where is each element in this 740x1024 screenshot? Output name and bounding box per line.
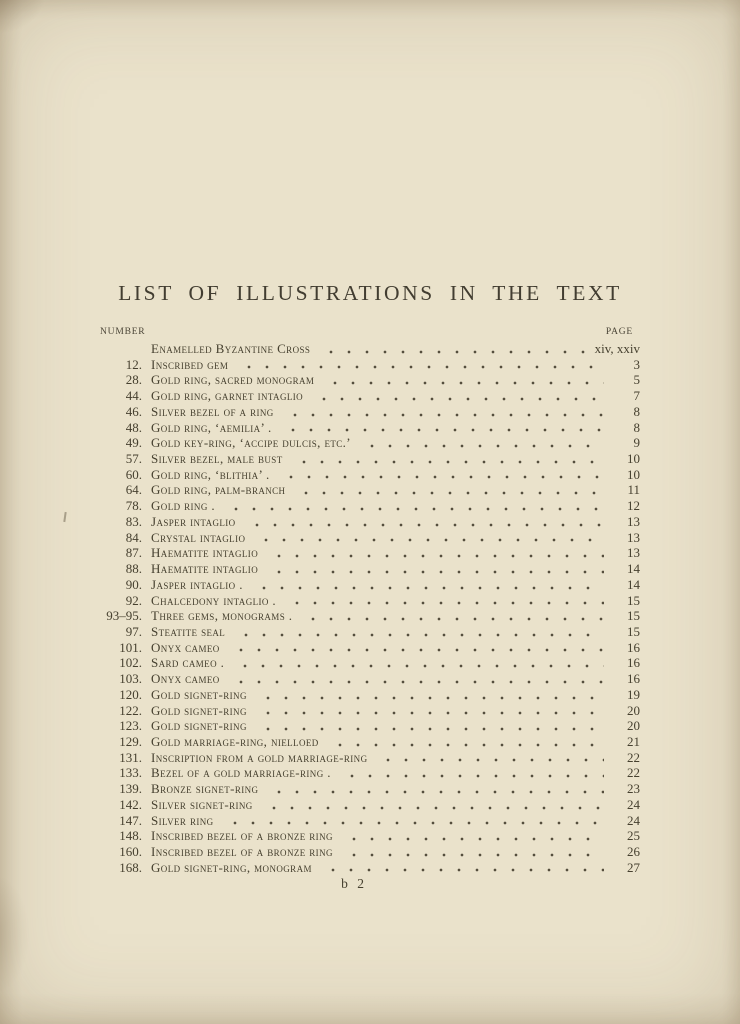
entry-page: 15 xyxy=(627,623,640,639)
entry-title: Inscribed bezel of a bronze ring xyxy=(151,844,333,859)
entry-number: 90. xyxy=(125,576,142,592)
column-header-page: PAGE xyxy=(605,327,633,337)
leader-dots xyxy=(326,378,604,388)
leader-dots xyxy=(363,441,604,451)
entry-page: 7 xyxy=(633,388,640,404)
entry-title: Gold signet-ring xyxy=(151,702,247,718)
leader-dots xyxy=(379,755,604,765)
list-item xyxy=(100,640,640,656)
entry-number: 147. xyxy=(119,812,142,828)
entry-title: Steatite seal xyxy=(151,623,226,639)
entry-number: 84. xyxy=(125,529,142,545)
entry-title: Gold ring . xyxy=(151,498,216,514)
entry-title: Gold signet-ring xyxy=(151,718,247,734)
leader-dots xyxy=(248,520,604,530)
entry-title: Silver signet-ring xyxy=(151,796,253,812)
entry-title: Gold ring, ‘aemilia’ . xyxy=(151,419,272,435)
entry-number: 120. xyxy=(119,686,142,702)
entry-number: 64. xyxy=(125,482,142,498)
list-item xyxy=(100,420,640,436)
entry-page: 25 xyxy=(627,828,640,844)
entry-page: 10 xyxy=(627,451,640,467)
list-item xyxy=(100,813,640,829)
entry-page: 16 xyxy=(627,639,640,655)
entry-number: 87. xyxy=(125,545,142,561)
entry-title: Bronze signet-ring xyxy=(151,781,259,797)
list-item xyxy=(100,561,640,577)
list-item xyxy=(100,718,640,734)
list-item xyxy=(100,593,640,609)
list-item xyxy=(100,467,640,483)
entry-page: 12 xyxy=(627,498,640,514)
entry-page: 15 xyxy=(627,592,640,608)
entry-number: 123. xyxy=(119,718,142,734)
leader-dots xyxy=(345,850,604,860)
entry-title: Onyx cameo xyxy=(151,639,220,655)
entry-page: 8 xyxy=(633,419,640,435)
entry-number: 139. xyxy=(119,781,142,797)
list-item xyxy=(100,750,640,766)
column-header-number: NUMBER xyxy=(100,327,146,337)
entry-number: 97. xyxy=(125,623,142,639)
entry-page: 24 xyxy=(627,796,640,812)
list-item xyxy=(100,828,640,844)
entry-title: Crystal intaglio xyxy=(151,529,246,545)
entry-number: 28. xyxy=(125,372,142,388)
list-item xyxy=(100,404,640,420)
leader-dots xyxy=(259,724,604,734)
list-item xyxy=(100,844,640,860)
leader-dots xyxy=(265,803,604,813)
entry-title: Jasper intaglio . xyxy=(151,576,243,592)
entry-number: 129. xyxy=(119,733,142,749)
list-item xyxy=(100,703,640,719)
list-item xyxy=(100,435,640,451)
leader-dots xyxy=(295,457,604,467)
entry-page: 11 xyxy=(627,482,640,498)
entry-number: 12. xyxy=(125,356,142,372)
list-item xyxy=(100,671,640,687)
signature-mark: b 2 xyxy=(341,876,367,892)
leader-dots xyxy=(322,347,584,357)
leader-dots xyxy=(232,677,604,687)
page-title: LIST OF ILLUSTRATIONS IN THE TEXT xyxy=(118,281,622,305)
entry-number: 103. xyxy=(119,671,142,687)
entry-title: Silver bezel, male bust xyxy=(151,451,283,467)
leader-dots xyxy=(240,362,604,372)
entry-page: 15 xyxy=(627,608,640,624)
entry-title: Gold ring, sacred monogram xyxy=(151,372,315,388)
scan-artifact-top-left xyxy=(0,0,46,34)
entry-page: 16 xyxy=(627,655,640,671)
entry-page: 20 xyxy=(627,718,640,734)
leader-dots xyxy=(270,551,604,561)
entry-page: 22 xyxy=(627,749,640,765)
entry-number: 102. xyxy=(119,655,142,671)
entry-title: Enamelled Byzantine Cross xyxy=(151,341,311,356)
entry-page: xiv, xxiv xyxy=(594,341,640,356)
entry-number: 46. xyxy=(125,403,142,419)
entry-page: 24 xyxy=(627,812,640,828)
entry-page: 10 xyxy=(627,466,640,482)
list-item xyxy=(100,372,640,388)
entry-title: Gold marriage-ring, nielloed xyxy=(151,733,319,749)
entry-title: Gold ring, ‘blithia’ . xyxy=(151,466,270,482)
leader-dots xyxy=(270,567,604,577)
entry-title: Inscription from a gold marriage-ring xyxy=(151,749,368,765)
leader-dots xyxy=(236,661,604,671)
entry-title: Haematite intaglio xyxy=(151,545,259,561)
entry-title: Inscribed gem xyxy=(151,356,229,372)
list-item xyxy=(100,734,640,750)
list-item xyxy=(100,530,640,546)
list-item xyxy=(100,860,640,876)
list-item xyxy=(100,341,640,357)
entry-title: Haematite intaglio xyxy=(151,561,259,577)
leader-dots xyxy=(304,614,604,624)
entry-page: 13 xyxy=(627,513,640,529)
list-item xyxy=(100,577,640,593)
entry-number: 48. xyxy=(125,419,142,435)
entry-number: 83. xyxy=(125,513,142,529)
list-item xyxy=(100,451,640,467)
entry-page: 14 xyxy=(627,576,640,592)
leader-dots xyxy=(227,504,604,514)
entry-number: 168. xyxy=(119,859,142,875)
list-item xyxy=(100,687,640,703)
entry-page: 8 xyxy=(633,403,640,419)
margin-tick-mark xyxy=(63,512,66,522)
entry-page: 14 xyxy=(627,561,640,577)
leader-dots xyxy=(270,787,604,797)
entry-page: 19 xyxy=(627,686,640,702)
entry-number: 133. xyxy=(119,765,142,781)
entry-page: 16 xyxy=(627,671,640,687)
entry-page: 13 xyxy=(627,529,640,545)
entry-number: 131. xyxy=(119,749,142,765)
leader-dots xyxy=(255,583,604,593)
entry-title: Gold signet-ring, monogram xyxy=(151,859,312,875)
list-item xyxy=(100,357,640,373)
entry-page: 22 xyxy=(627,765,640,781)
leader-dots xyxy=(343,771,604,781)
entry-number: 160. xyxy=(119,844,142,859)
entry-number: 57. xyxy=(125,451,142,467)
column-header xyxy=(100,327,640,337)
leader-dots xyxy=(259,708,604,718)
entry-page: 26 xyxy=(627,844,640,859)
entry-number: 49. xyxy=(125,435,142,451)
entry-number: 44. xyxy=(125,388,142,404)
entry-number: 122. xyxy=(119,702,142,718)
list-item xyxy=(100,781,640,797)
leader-dots xyxy=(282,472,604,482)
entry-number: 148. xyxy=(119,828,142,844)
scan-artifact-bottom-left xyxy=(0,874,30,994)
entry-title: Gold ring, palm-branch xyxy=(151,482,286,498)
entry-number: 101. xyxy=(119,639,142,655)
entry-page: 3 xyxy=(633,356,640,372)
leader-dots xyxy=(232,645,604,655)
list-item xyxy=(100,388,640,404)
entry-title: Bezel of a gold marriage-ring . xyxy=(151,765,331,781)
leader-dots xyxy=(345,834,604,844)
entry-number: 93–95. xyxy=(106,608,142,624)
leader-dots xyxy=(286,410,604,420)
leader-dots xyxy=(331,740,604,750)
entry-number: 60. xyxy=(125,466,142,482)
list-item xyxy=(100,608,640,624)
list-item xyxy=(100,545,640,561)
entry-number: 92. xyxy=(125,592,142,608)
entry-page: 9 xyxy=(633,435,640,451)
entries-list xyxy=(100,341,640,875)
list-item xyxy=(100,482,640,498)
entry-title: Jasper intaglio xyxy=(151,513,236,529)
leader-dots xyxy=(284,425,604,435)
leader-dots xyxy=(315,394,604,404)
list-item xyxy=(100,765,640,781)
list-item xyxy=(100,514,640,530)
entry-title: Chalcedony intaglio . xyxy=(151,592,277,608)
list-item xyxy=(100,655,640,671)
leader-dots xyxy=(257,535,604,545)
entry-number: 78. xyxy=(125,498,142,514)
entry-title: Silver ring xyxy=(151,812,214,828)
entry-number: 142. xyxy=(119,796,142,812)
entry-title: Gold ring, garnet intaglio xyxy=(151,388,304,404)
entry-page: 27 xyxy=(627,859,640,875)
entry-page: 5 xyxy=(633,372,640,388)
entry-title: Sard cameo . xyxy=(151,655,225,671)
leader-dots xyxy=(226,818,604,828)
entry-page: 20 xyxy=(627,702,640,718)
entry-title: Inscribed bezel of a bronze ring xyxy=(151,828,333,844)
entry-title: Onyx cameo xyxy=(151,671,220,687)
entry-title: Three gems, monograms . xyxy=(151,608,293,624)
leader-dots xyxy=(324,865,604,875)
list-item xyxy=(100,797,640,813)
entry-title: Gold signet-ring xyxy=(151,686,247,702)
leader-dots xyxy=(259,693,604,703)
list-item xyxy=(100,624,640,640)
leader-dots xyxy=(288,598,604,608)
entry-title: Silver bezel of a ring xyxy=(151,403,274,419)
entry-number: 88. xyxy=(125,561,142,577)
leader-dots xyxy=(297,488,604,498)
entry-page: 23 xyxy=(627,781,640,797)
entry-page: 13 xyxy=(627,545,640,561)
list-item xyxy=(100,498,640,514)
entry-page: 21 xyxy=(627,733,640,749)
entry-title: Gold key-ring, ‘accipe dulcis, etc.’ xyxy=(151,435,352,451)
page-content xyxy=(100,0,640,892)
leader-dots xyxy=(237,630,604,640)
